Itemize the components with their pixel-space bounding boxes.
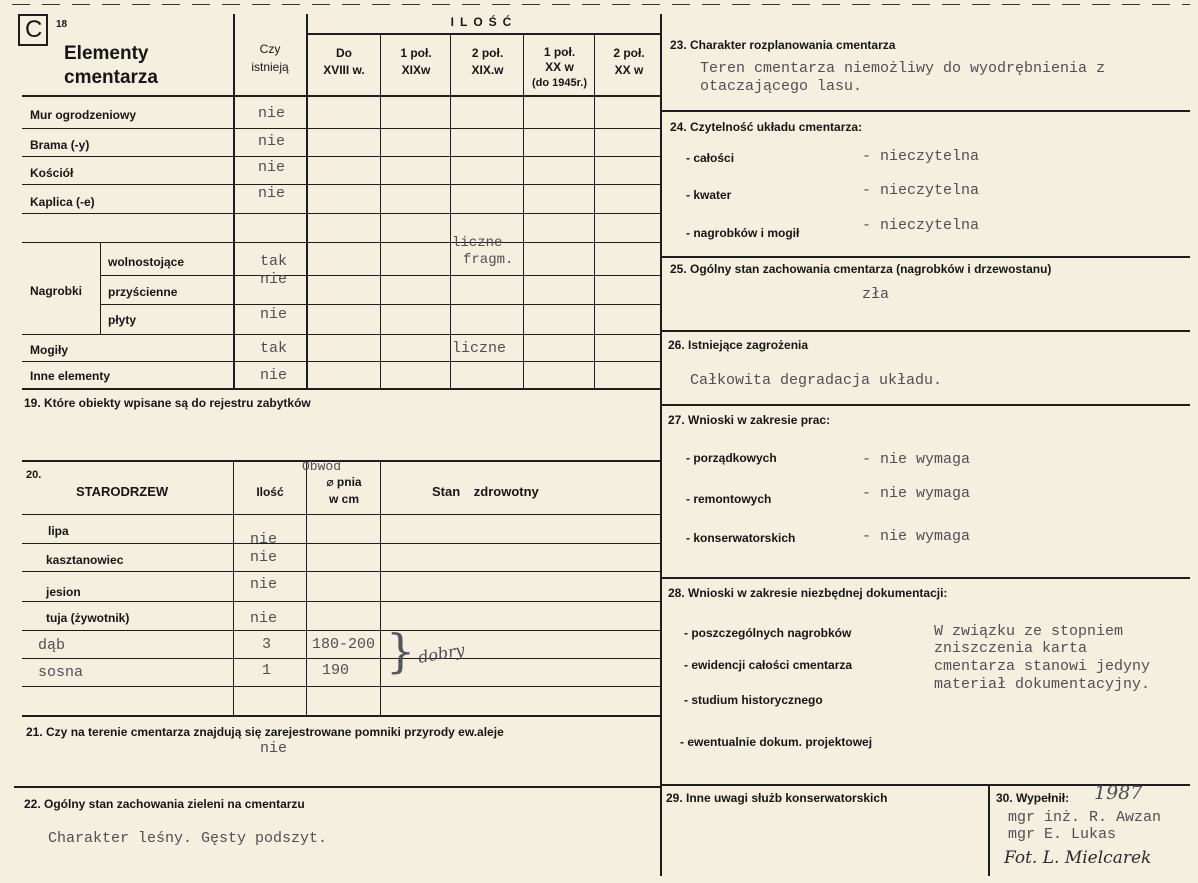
q30-year: 1987 [1094, 782, 1143, 804]
tree-value: 1 [262, 662, 272, 679]
q29-label: 29. Inne uwagi służb konserwatorskich [666, 791, 888, 805]
period-col-header [308, 45, 380, 79]
tree-value: nie [250, 610, 278, 627]
element-row-value: nie [258, 105, 286, 122]
q27-item-label: - porządkowych [686, 451, 777, 465]
starodrzew-stan-header: Stan zdrowotny [432, 484, 539, 499]
tree-label: lipa [48, 524, 69, 538]
q24-item-label: - całości [686, 151, 735, 165]
q26-label: 26. Istniejące zagrożenia [668, 338, 809, 352]
period-col-l2: XX w [614, 62, 644, 77]
element-row-label: Kościół [30, 166, 74, 180]
q28-item: - ewidencji całości cmentarza [684, 658, 853, 672]
element-row-value: nie [258, 133, 286, 150]
q28-item: - studium historycznego [684, 693, 823, 707]
period-col-header [596, 45, 662, 79]
tree-value: nie [250, 531, 278, 548]
q24-item-label: - nagrobków i mogił [686, 226, 800, 240]
nagrobki-type-label: wolnostojące [108, 255, 185, 269]
stan-zdrowotny-note: dobry [416, 640, 467, 667]
tree-label: tuja (żywotnik) [46, 611, 130, 625]
tree-label: sosna [38, 664, 84, 681]
q27-item-label: - remontowych [686, 492, 772, 506]
brace-mark: } [386, 624, 416, 678]
nagrobki-type-label: płyty [108, 313, 137, 327]
mogily-label: Mogiły [30, 343, 68, 357]
nagrobki-note: fragm. [463, 252, 514, 268]
tree-value: nie [250, 576, 278, 593]
element-row-label: Mur ogrodzeniowy [30, 108, 136, 122]
period-col-l1: 2 poł. [471, 46, 504, 60]
q23-answer-line1: Teren cmentarza niemożliwy do wyodrębnienia z [700, 60, 1106, 77]
inne-value: nie [260, 367, 288, 384]
q21-answer: nie [260, 740, 288, 757]
tree-size: 180-200 [312, 636, 376, 653]
period-col-header [525, 45, 594, 91]
starodrzew-pnia-header [308, 474, 380, 509]
czy-istnieja-line1: Czy [259, 42, 281, 56]
period-col-l2: XIXw [401, 62, 431, 77]
period-col-l3: (do 1945r.) [531, 77, 588, 89]
q28-answer-line: materiał dokumentacyjny. [934, 676, 1151, 693]
czy-istnieja-header [236, 40, 304, 76]
tree-label: jesion [46, 585, 81, 599]
element-row-label: Kaplica (-e) [30, 195, 95, 209]
q23-label: 23. Charakter rozplanowania cmentarza [670, 38, 896, 52]
q28-answer-line: cmentarza stanowi jedyny [934, 658, 1151, 675]
period-col-header [382, 45, 450, 79]
pnia-l1: ⌀ pnia [326, 475, 362, 489]
period-col-l2: XX w [545, 60, 574, 74]
q28-label: 28. Wnioski w zakresie niezbędnej dokumentacji: [668, 586, 948, 600]
q28-item: - poszczególnych nagrobków [684, 626, 852, 640]
q19-label: 19. Które obiekty wpisane są do rejestru zabytków [24, 396, 311, 410]
nagrobki-type-value: nie [260, 271, 288, 288]
q25-divider [662, 256, 1190, 258]
element-row-label: Brama (-y) [30, 138, 90, 152]
tree-value: nie [250, 549, 278, 566]
starodrzew-obwod-note: Obwód [302, 459, 342, 474]
q27-divider [662, 404, 1190, 406]
q25-answer: zła [862, 286, 890, 303]
q28-divider [662, 577, 1190, 579]
corner-letter: C [25, 16, 43, 43]
corner-number: 18 [56, 19, 68, 30]
q24-label: 24. Czytelność układu cmentarza: [670, 120, 863, 134]
q26-divider [662, 330, 1190, 332]
starodrzew-ilosc-header: Ilość [256, 485, 284, 499]
starodrzew-title: STARODRZEW [76, 484, 169, 499]
q22-answer: Charakter leśny. Gęsty podszyt. [48, 830, 328, 847]
q27-item-value: - nie wymaga [862, 485, 971, 502]
q20-number: 20. [26, 469, 42, 481]
q30-divider [988, 784, 990, 876]
q30-label: 30. Wypełnił: [996, 791, 1070, 805]
q21-label: 21. Czy na terenie cmentarza znajdują się zarejestrowane pomniki przyrody ew.aleje [26, 725, 504, 739]
element-row-value: nie [258, 159, 286, 176]
q23-answer-line2: otaczającego lasu. [700, 78, 863, 95]
czy-istnieja-line2: istnieją [251, 60, 289, 74]
q26-answer: Całkowita degradacja układu. [690, 372, 943, 389]
inne-label: Inne elementy [30, 369, 111, 383]
q22-label: 22. Ogólny stan zachowania zieleni na cmentarzu [24, 797, 305, 811]
period-col-l1: 1 poł. [400, 46, 432, 60]
nagrobki-type-label: przyścienne [108, 285, 178, 299]
q27-item-value: - nie wymaga [862, 528, 971, 545]
q22-divider [14, 786, 662, 788]
top-perforation-edge [12, 4, 1190, 5]
period-col-l1: 1 poł. [543, 45, 576, 59]
q24-divider [662, 110, 1190, 112]
q28-answer-line: W związku ze stopniem [934, 623, 1124, 640]
q27-label: 27. Wnioski w zakresie prac: [668, 413, 831, 427]
tree-value: 3 [262, 636, 272, 653]
q28-item: - ewentualnie dokum. projektowej [680, 735, 873, 749]
nagrobki-label: Nagrobki [30, 284, 83, 298]
q27-item-value: - nie wymaga [862, 451, 971, 468]
elements-title-2: cmentarza [64, 67, 158, 88]
tree-label: dąb [38, 637, 66, 654]
q30-name: mgr inż. R. Awzan [1008, 809, 1162, 826]
elements-title: Elementy [64, 43, 149, 64]
pnia-l2: w cm [328, 492, 359, 507]
mogily-value: tak [260, 340, 288, 357]
q30-name: mgr E. Lukas [1008, 826, 1117, 843]
period-col-header [452, 45, 523, 79]
nagrobki-type-value: nie [260, 306, 288, 323]
period-col-l2: XIX.w [471, 62, 504, 77]
q24-item-label: - kwater [686, 188, 732, 202]
element-row-value: nie [258, 185, 286, 202]
q25-label: 25. Ogólny stan zachowania cmentarza (nagrobków i drzewostanu) [670, 262, 1052, 276]
nagrobki-type-value: tak [260, 253, 288, 270]
q24-item-value: - nieczytelna [862, 148, 980, 165]
q28-answer-line: zniszczenia karta [934, 640, 1088, 657]
tree-size: 190 [322, 662, 350, 679]
tree-label: kasztanowiec [46, 553, 124, 567]
q27-item-label: - konserwatorskich [686, 531, 796, 545]
period-col-l2: XVIII w. [323, 62, 365, 77]
mogily-note: liczne [452, 340, 507, 357]
q24-item-value: - nieczytelna [862, 182, 980, 199]
center-divider [660, 14, 662, 876]
ilosc-heading: ILOŚĆ [450, 15, 518, 29]
period-col-l1: Do [336, 46, 352, 60]
period-col-l1: 2 poł. [613, 46, 645, 60]
photographer-signature: Fot. L. Mielcarek [1004, 848, 1152, 868]
q24-item-value: - nieczytelna [862, 217, 980, 234]
nagrobki-note: liczne [452, 235, 503, 251]
